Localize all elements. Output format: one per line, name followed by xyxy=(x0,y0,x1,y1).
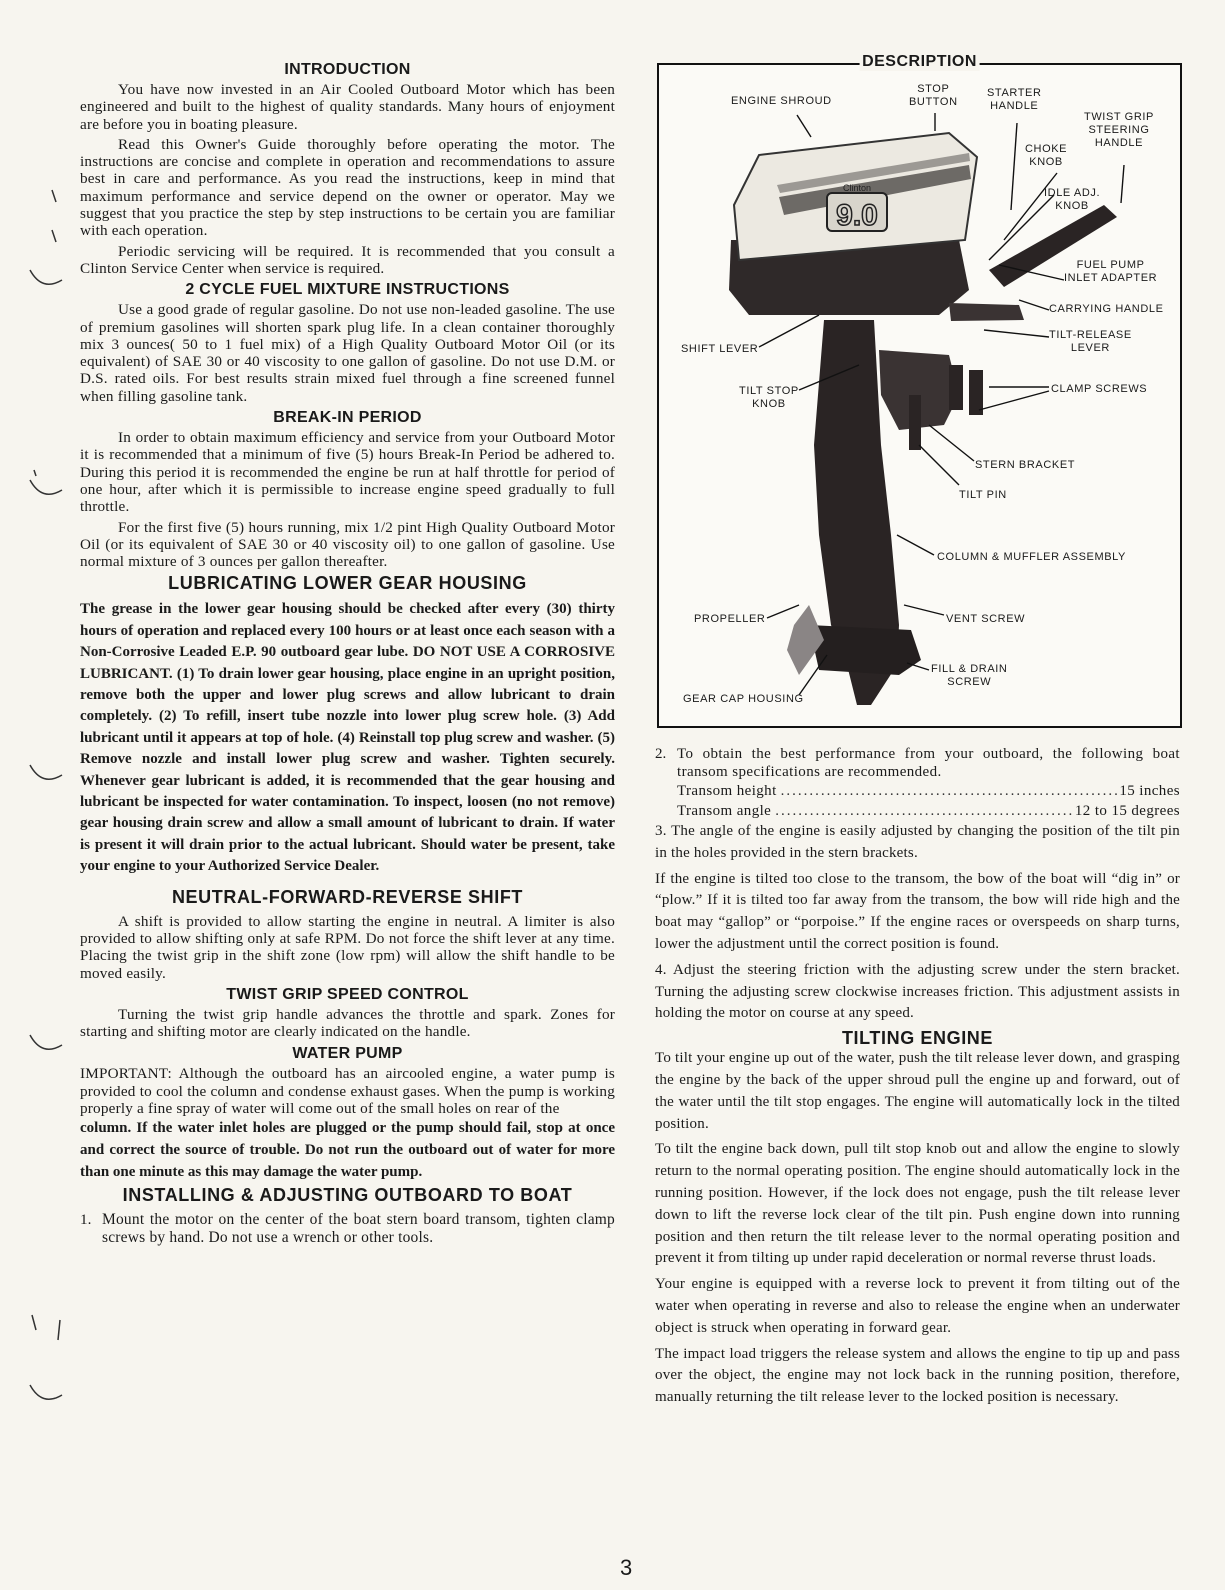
install-step-2 xyxy=(655,745,1180,781)
tilting-paragraph-3: Your engine is equipped with a reverse lock to prevent it from tilting out of the water when operating in reverse and also to release the engine when an underwater object is struck when operating in forward gear. xyxy=(655,1276,1180,1336)
label-clamp-screws: CLAMP SCREWS xyxy=(1051,383,1148,395)
break-in-paragraph-2: For the first five (5) hours running, mix 1/2 pint High Quality Outboard Motor Oil (or its equivalent of SAE 30 or 40 viscosity oil) to one gallon of gasoline. Use normal mixture of 3 ounces per gallon thereafter. xyxy=(80,518,615,571)
binder-marks xyxy=(22,180,72,1560)
install-step-1 xyxy=(80,1211,615,1250)
left-column xyxy=(80,58,615,1250)
description-diagram xyxy=(657,53,1182,728)
shift-paragraph: A shift is provided to allow starting the engine in neutral. A limiter is also provided to allow shifting only at safe RPM. Do not force the shift lever at any time. Placing the twist grip in the shift zone (low rpm) will allow the shift handle to be moved easily. xyxy=(80,912,615,982)
label-column-muffler: COLUMN & MUFFLER ASSEMBLY xyxy=(937,551,1126,563)
label-stern-bracket: STERN BRACKET xyxy=(975,459,1076,471)
fuel-mixture-heading: 2 CYCLE FUEL MIXTURE INSTRUCTIONS xyxy=(185,281,510,299)
label-fill-drain-screw: FILL & DRAIN SCREW xyxy=(931,663,1008,688)
label-choke-knob: CHOKE KNOB xyxy=(1025,143,1068,168)
install-step-3: 3. The angle of the engine is easily adjusted by changing the position of the tilt pin in the holes provided in the stern brackets. xyxy=(655,823,1180,861)
water-pump-heading: WATER PUMP xyxy=(292,1045,403,1063)
spec-transom-angle xyxy=(655,801,1180,821)
spec-label: Transom height xyxy=(677,783,777,799)
label-twist-grip: TWIST GRIP STEERING HANDLE xyxy=(1084,111,1154,149)
label-tilt-release-lever: TILT-RELEASE LEVER xyxy=(1049,329,1132,354)
tilting-engine-heading: TILTING ENGINE xyxy=(841,1028,994,1049)
right-column xyxy=(655,745,1180,1413)
intro-paragraph-1: You have now invested in an Air Cooled Outboard Motor which has been engineered and built to the highest of quality standards. Many hours of enjoyment are before you in boating pleasure. xyxy=(80,81,615,133)
install-step-4: 4. Adjust the steering friction with the adjusting screw under the stern bracket. Turning the adjusting screw clockwise increases friction. This adjustment assists in holding the motor on course at any speed. xyxy=(655,961,1180,1022)
introduction-heading: INTRODUCTION xyxy=(284,61,411,78)
lubricating-heading: LUBRICATING LOWER GEAR HOUSING xyxy=(168,573,527,594)
label-tilt-pin: TILT PIN xyxy=(959,489,1007,501)
water-pump-paragraph-a: IMPORTANT: Although the outboard has an aircooled engine, a water pump is provided to cool the column and condense exhaust gases. When the pump is working properly a fine spray of water will come out of the small holes on rear of the xyxy=(80,1065,615,1118)
label-starter-handle: STARTER HANDLE xyxy=(987,87,1042,112)
twist-grip-paragraph: Turning the twist grip handle advances the throttle and spark. Zones for starting and shifting motor are clearly indicated on the handle. xyxy=(80,1005,615,1041)
diagram-title: DESCRIPTION xyxy=(859,53,980,71)
label-propeller: PROPELLER xyxy=(694,613,766,625)
spec-label: Transom angle xyxy=(677,803,772,819)
label-carrying-handle: CARRYING HANDLE xyxy=(1049,303,1164,315)
shift-heading: NEUTRAL-FORWARD-REVERSE SHIFT xyxy=(171,886,524,907)
step-number: 1. xyxy=(80,1211,92,1229)
water-pump-paragraph-b: column. If the water inlet holes are plugged or the pump should fail, stop at once and correct the source of trouble. Do not run the outboard out of water for more than one minute as this may damage the water pump. xyxy=(80,1120,615,1181)
break-in-paragraph-1: In order to obtain maximum efficiency and service from your Outboard Motor it is recommended that a minimum of five (5) hours Break-In Period be adhered to. During this period it is recommended the engine be run at half throttle for period of one hour, after which it is permissible to increase engine speed gradually to full throttle. xyxy=(80,429,615,516)
label-shift-lever: SHIFT LEVER xyxy=(681,343,759,355)
lubricating-paragraph: The grease in the lower gear housing should be checked after every (30) thirty hours of operation and replaced every 100 hours or at least once each season with a Non-Corrosive Leaded E.P. 90 outboard gear lube. DO NOT USE A CORROSIVE LUBRICANT. (1) To drain lower gear housing, place engine in an upright position, remove both the upper and lower plug screws and allow lubricant to drain completely. (2) To refill, insert tube nozzle into lower plug screw hole. (3) Add lubricant until it appears at top of hole. (4) Reinstall top plug screw and washer. (5) Remove nozzle and install lower plug screw and washer. Tighten securely. Whenever gear lubricant is added, it is recommended that the gear housing and lubricant be inspected for water contamination. To inspect, loosen (no not remove) gear housing drain screw and allow a small amount of lubricant to drain. If water is present it will drain prior to the actual lubricant. Should water be present, take your engine to your Authorized Service Dealer. xyxy=(80,601,615,875)
page-number: 3 xyxy=(620,1555,633,1580)
spec-value: 15 inches xyxy=(1119,783,1180,799)
intro-paragraph-2: Read this Owner's Guide thoroughly before operating the motor. The instructions are concise and complete in operation and recommendations to assure best in care and performance. As you read the instructions, keep in mind that maximum performance and service depend on the owner or operator. May we suggest that you practice the step by step instructions to be certain you are familiar with each operation. xyxy=(80,135,615,240)
label-engine-shroud: ENGINE SHROUD xyxy=(731,95,832,107)
label-idle-adj-knob: IDLE ADJ. KNOB xyxy=(1044,187,1101,212)
installing-heading: INSTALLING & ADJUSTING OUTBOARD TO BOAT xyxy=(122,1185,573,1206)
step-text: To obtain the best performance from your outboard, the following boat transom specifications are recommended. xyxy=(677,746,1180,780)
brand-label: Clinton xyxy=(842,183,872,193)
tilting-paragraph-1: To tilt your engine up out of the water, push the tilt release lever down, and grasping the engine by the back of the upper shroud pull the engine up and forward, out of the water until the tilt stop engages. The engine will automatically lock in the tilted position. xyxy=(655,1050,1180,1132)
spec-transom-height xyxy=(655,781,1180,801)
label-stop-button: STOP BUTTON xyxy=(909,83,958,108)
label-tilt-stop-knob: TILT STOP KNOB xyxy=(739,385,799,410)
label-vent-screw: VENT SCREW xyxy=(946,613,1026,625)
step-text: Mount the motor on the center of the boat stern board transom, tighten clamp screws by hand. Do not use a wrench or other tools. xyxy=(102,1211,615,1247)
model-badge-text: 9.0 xyxy=(836,199,878,232)
label-fuel-pump: FUEL PUMP INLET ADAPTER xyxy=(1064,259,1158,284)
gear-housing-shape xyxy=(809,625,921,675)
step-number: 2. xyxy=(655,746,667,762)
intro-paragraph-3: Periodic servicing will be required. It is recommended that you consult a Clinton Service Center when service is required. xyxy=(80,242,615,277)
fuel-mixture-paragraph: Use a good grade of regular gasoline. Do not use non-leaded gasoline. The use of premium gasolines will shorten spark plug life. In a clean container thoroughly mix 3 ounces( 50 to 1 fuel mix) of a High Quality Outboard Motor Oil (or its equivalent) of SAE 30 or 40 viscosity to one gallon of gasoline. Do not use D.M. or D.S. rated oils. For best results strain mixed fuel through a fine screened funnel when filling gasoline tank. xyxy=(80,301,615,405)
spec-value: 12 to 15 degrees xyxy=(1074,803,1180,819)
tilting-paragraph-4: The impact load triggers the release system and allows the engine to tip up and pass over the object, the engine may not lock back in the running position, therefore, manually returning the tilt release lever to the locked position is necessary. xyxy=(655,1345,1180,1406)
tilt-angle-paragraph: If the engine is tilted too close to the transom, the bow of the boat will “dig in” or “plow.” If it is tilted too far away from the transom, the bow will ride high and the boat may “gallop” or “porpoise.” If the engine races or overspeeds on sharp turns, lower the adjustment until the correct position is found. xyxy=(655,870,1180,952)
break-in-heading: BREAK-IN PERIOD xyxy=(273,409,422,427)
label-gear-cap-housing: GEAR CAP HOUSING xyxy=(683,693,804,705)
tilting-paragraph-2: To tilt the engine back down, pull tilt stop knob out and allow the engine to slowly return to the normal operating position. The engine should automatically lock in the running position. However, if the lock does not engage, push the tilt release lever down to lift the reverse lock clear of the tilt pin. Push engine down into running position and then return the tilt release lever to the normal operating position and prevent it from tilting up under rapid deceleration or normal reverse thrust loads. xyxy=(655,1141,1180,1267)
twist-grip-heading: TWIST GRIP SPEED CONTROL xyxy=(226,985,469,1003)
